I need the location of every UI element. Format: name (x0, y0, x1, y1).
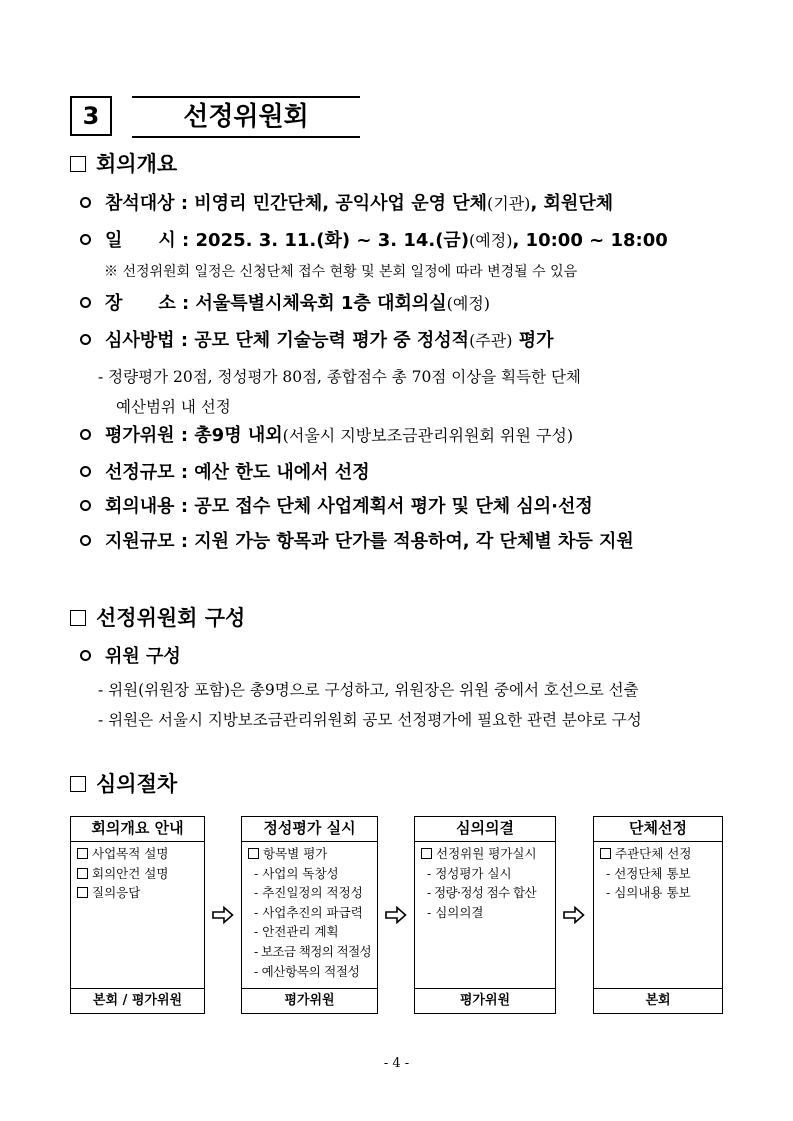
procedure-step-4 (593, 816, 723, 1014)
bullet-circle-icon (80, 650, 91, 661)
item-paren: (예정) (446, 294, 491, 313)
bullet-circle-icon (80, 234, 91, 245)
procedure-step-3 (414, 816, 556, 1014)
item-label: 지원규모 (105, 531, 175, 552)
method-note-line2: 예산범위 내 선정 (116, 398, 231, 416)
checkbox-square-icon (77, 868, 88, 879)
composition-heading-text: 선정위원회 구성 (96, 606, 246, 630)
bullet-circle-icon (80, 535, 91, 546)
checkbox-square-icon (70, 610, 86, 626)
line-text: 선정위원 평가실시 (436, 846, 537, 861)
item-sep: : (174, 496, 195, 517)
procedure-step-footer: 평가위원 (242, 988, 377, 1013)
procedure-step-footer: 본회 (594, 988, 722, 1013)
composition-item-label: 위원 구성 (105, 646, 181, 667)
bullet-circle-icon (80, 334, 91, 345)
procedure-line: - 심의의결 (427, 904, 484, 920)
procedure-line: - 안전관리 계획 (254, 924, 339, 940)
schedule-note: ※ 선정위원회 일정은 신청단체 접수 현황 및 본회 일정에 따라 변경될 수 있음 (104, 264, 578, 280)
procedure-line (600, 844, 716, 864)
overview-item-scale (80, 460, 370, 486)
item-value: 공모 접수 단체 사업계획서 평가 및 단체 심의·선정 (194, 496, 593, 517)
item-value: 공모 단체 기술능력 평가 중 정성적 (194, 330, 470, 351)
bullet-circle-icon (80, 466, 91, 477)
item-value: 서울특별시체육회 1층 대회의실 (195, 293, 447, 314)
composition-line-1: - 위원(위원장 포함)은 총9명으로 구성하고, 위원장은 위원 중에서 호선으로 선출 (98, 681, 639, 699)
procedure-line: - 선정단체 통보 (606, 865, 691, 881)
procedure-step-title: 단체선정 (594, 817, 722, 842)
procedure-step-title: 심의의결 (415, 817, 555, 842)
item-label: 참석대상 (105, 193, 175, 214)
item-paren: (예정) (469, 231, 513, 250)
section-number: 3 (70, 96, 112, 136)
line-text: 주관단체 선정 (615, 846, 692, 861)
item-label: 심사방법 (105, 330, 175, 351)
procedure-line (77, 864, 198, 884)
item-label: 장 소 (105, 293, 176, 314)
bullet-circle-icon (80, 500, 91, 511)
bullet-circle-icon (80, 197, 91, 208)
line-text: 사업목적 설명 (92, 846, 169, 861)
composition-heading (70, 604, 245, 632)
overview-item-datetime (80, 228, 668, 254)
composition-line-2: - 위원은 서울시 지방보조금관리위원회 공모 선정평가에 필요한 관련 분야로 구성 (98, 711, 642, 729)
procedure-step-body (415, 842, 555, 924)
arrow-right-icon (212, 906, 234, 924)
checkbox-square-icon (600, 848, 611, 859)
arrow-right-icon (385, 906, 407, 924)
item-value: 총9명 내외 (194, 425, 283, 446)
item-label: 회의내용 (105, 496, 175, 517)
item-tail: , 10:00 ~ 18:00 (512, 230, 668, 251)
procedure-step-body (71, 842, 204, 905)
item-label: 일 시 (105, 230, 176, 251)
overview-heading (70, 150, 177, 178)
procedure-line (248, 844, 371, 864)
procedure-step-title: 회의개요 안내 (71, 817, 204, 842)
procedure-step-2 (241, 816, 378, 1014)
line-text: 질의응답 (92, 885, 141, 901)
procedure-step-footer: 평가위원 (415, 988, 555, 1013)
section-header (70, 96, 360, 138)
procedure-step-body (242, 842, 377, 983)
section-title: 선정위원회 (132, 96, 360, 138)
procedure-line: - 심의내용 통보 (606, 885, 691, 901)
checkbox-square-icon (70, 776, 86, 792)
overview-item-support (80, 529, 634, 555)
procedure-line (421, 844, 549, 864)
overview-heading-text: 회의개요 (96, 152, 178, 176)
bullet-circle-icon (80, 297, 91, 308)
line-text: 항목별 평가 (263, 846, 328, 861)
method-note-line1: - 정량평가 20점, 정성평가 80점, 종합점수 총 70점 이상을 획득한 단체 (98, 368, 581, 386)
procedure-line: - 추진일정의 적정성 (254, 885, 363, 901)
checkbox-square-icon (421, 848, 432, 859)
arrow-right-icon (563, 906, 585, 924)
item-sep: : (175, 230, 196, 251)
overview-item-method (80, 328, 554, 354)
item-value: 예산 한도 내에서 선정 (194, 462, 370, 483)
procedure-line: - 사업의 독창성 (254, 865, 339, 881)
item-sep: : (175, 293, 196, 314)
item-value: 비영리 민간단체, 공익사업 운영 단체 (194, 193, 488, 214)
overview-item-evaluators (80, 423, 573, 449)
item-sep: : (174, 330, 195, 351)
item-sep: : (174, 193, 195, 214)
item-paren: (기관) (487, 194, 531, 213)
procedure-line: - 정성평가 실시 (427, 865, 512, 881)
procedure-heading (70, 770, 177, 798)
composition-item (80, 644, 181, 670)
line-text: 회의안건 설명 (92, 865, 169, 881)
item-sep: : (174, 531, 195, 552)
item-value: 지원 가능 항목과 단가를 적용하여, 각 단체별 차등 지원 (194, 531, 634, 552)
procedure-step-body (594, 842, 722, 905)
overview-item-place (80, 291, 490, 317)
procedure-line (77, 883, 198, 903)
bullet-circle-icon (80, 429, 91, 440)
procedure-heading-text: 심의절차 (96, 772, 178, 796)
checkbox-square-icon (70, 156, 86, 172)
item-label: 평가위원 (105, 425, 175, 446)
overview-item-attendees (80, 191, 613, 217)
procedure-line: - 예산항목의 적절성 (254, 963, 360, 979)
item-sep: : (174, 425, 195, 446)
procedure-line: - 보조금 책정의 적절성 (254, 943, 372, 959)
item-sep: : (174, 462, 195, 483)
overview-item-content (80, 494, 593, 520)
procedure-line: - 사업추진의 파급력 (254, 904, 363, 920)
item-tail: , 회원단체 (530, 193, 614, 214)
procedure-line (77, 844, 198, 864)
procedure-step-title: 정성평가 실시 (242, 817, 377, 842)
item-tail: 평가 (512, 330, 554, 351)
procedure-step-1 (70, 816, 205, 1014)
item-label: 선정규모 (105, 462, 175, 483)
procedure-line: - 정량·정성 점수 합산 (427, 885, 536, 901)
page-number: - 4 - (383, 1056, 410, 1071)
checkbox-square-icon (77, 887, 88, 898)
procedure-step-footer: 본회 / 평가위원 (71, 988, 204, 1013)
item-paren: (주관) (469, 331, 513, 350)
checkbox-square-icon (248, 848, 259, 859)
item-paren: (서울시 지방보조금관리위원회 위원 구성) (282, 426, 574, 445)
item-value: 2025. 3. 11.(화) ~ 3. 14.(금) (195, 230, 470, 251)
checkbox-square-icon (77, 848, 88, 859)
